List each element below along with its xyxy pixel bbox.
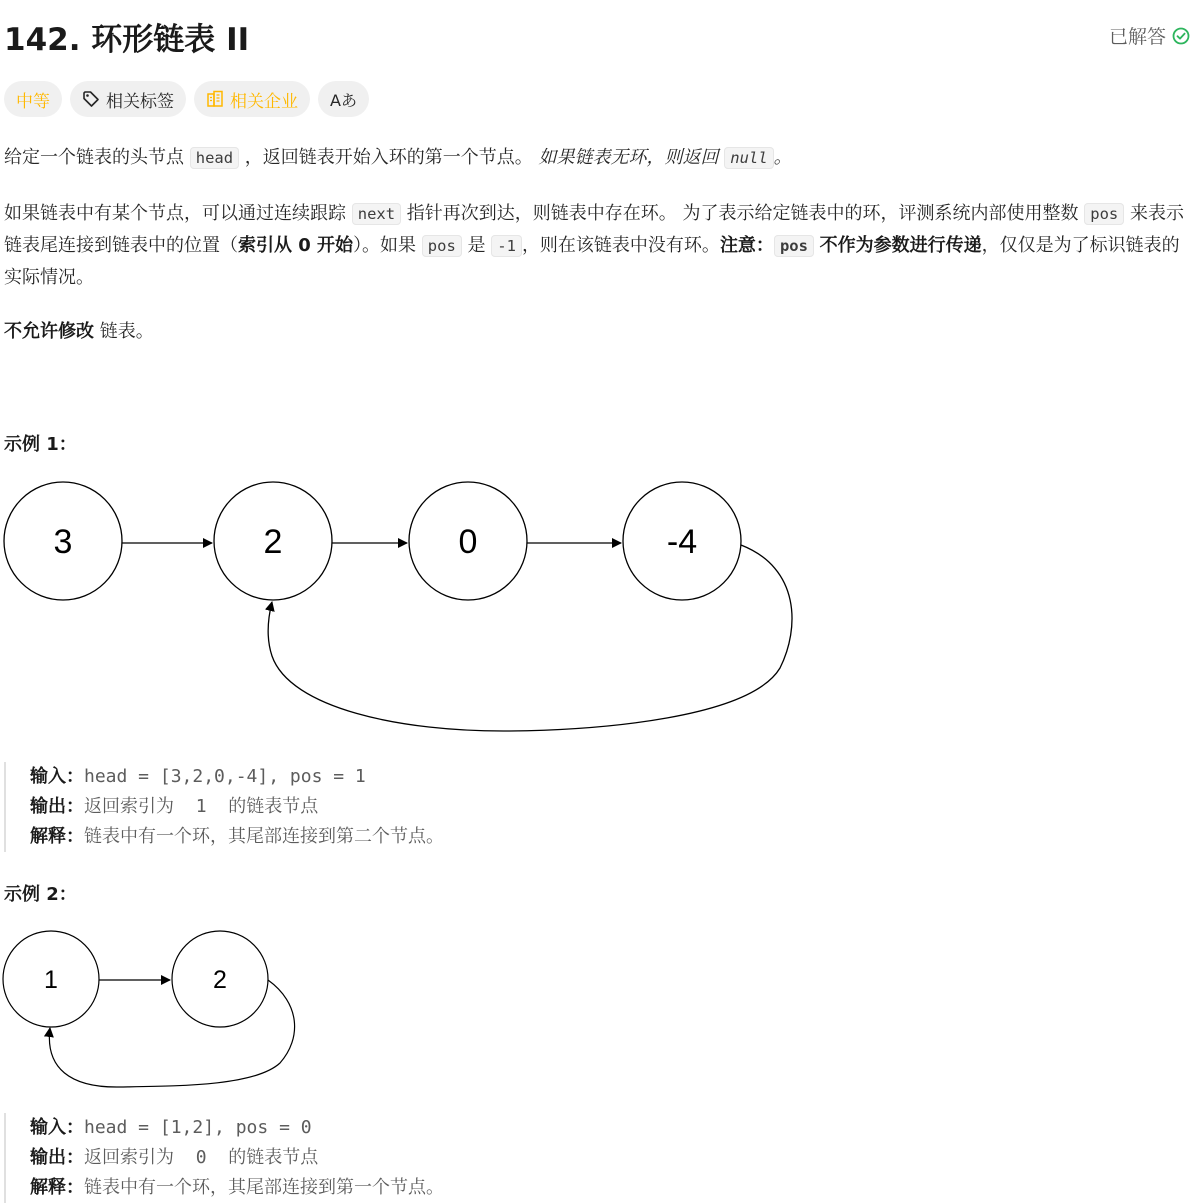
solved-label: 已解答	[1108, 26, 1166, 48]
example-1-block	[4, 762, 444, 852]
related-tags-label: 相关标签	[106, 91, 174, 112]
description-paragraph-2: 如果链表中有某个节点，可以通过连续跟踪 next 指针再次到达，则链表中存在环。 为了表示给定链表中的环，评测系统内部使用整数 pos 来表示链表尾连接到链表中的位置（索引从 0 开始）。如果 pos 是 -1 ，则在该链表中没有环。注意： pos 不作为参数进行传递，仅仅是为了标识链表的实际情况。	[4, 203, 1184, 288]
tag-icon	[82, 90, 100, 108]
example-2-output: 输出：返回索引为 0 的链表节点	[30, 1147, 319, 1168]
related-tags-button[interactable]	[70, 81, 186, 117]
example-1-input: 输入：head = [3,2,0,-4], pos = 1	[30, 766, 366, 787]
example-2-block	[4, 1113, 444, 1203]
description-paragraph-1: 给定一个链表的头节点 head ，返回链表开始入环的第一个节点。 如果链表无环，则返回 null 。	[4, 147, 792, 168]
difficulty-badge	[4, 81, 62, 117]
translate-icon: Aあ	[330, 90, 357, 110]
example-1-output: 输出：返回索引为 1 的链表节点	[30, 796, 319, 817]
node-value: 2	[263, 523, 283, 561]
tag-bar	[4, 81, 369, 117]
description-paragraph-3: 不允许修改 链表。	[4, 321, 154, 342]
example-2-explanation: 解释：链表中有一个环，其尾部连接到第一个节点。	[30, 1177, 444, 1198]
example-1-title: 示例 1：	[4, 434, 77, 455]
building-icon	[206, 90, 224, 108]
title-row	[4, 14, 1190, 58]
problem-title: 142. 环形链表 II	[4, 22, 250, 58]
translate-button[interactable]	[318, 81, 369, 117]
node-value: 0	[458, 523, 478, 561]
node-value: 2	[213, 966, 227, 994]
node-value: 3	[53, 523, 73, 561]
related-companies-button[interactable]	[194, 81, 310, 117]
related-companies-label: 相关企业	[230, 91, 298, 112]
node-value: -4	[666, 523, 698, 561]
example-1-diagram	[0, 478, 800, 738]
example-2-title: 示例 2：	[4, 884, 77, 905]
example-2-input: 输入：head = [1,2], pos = 0	[30, 1117, 312, 1138]
example-2-diagram	[0, 928, 320, 1098]
example-1-explanation: 解释：链表中有一个环，其尾部连接到第二个节点。	[30, 826, 444, 847]
solved-status	[1109, 22, 1190, 49]
check-circle-icon	[1172, 27, 1190, 45]
difficulty-label: 中等	[16, 91, 50, 112]
node-value: 1	[44, 966, 58, 994]
